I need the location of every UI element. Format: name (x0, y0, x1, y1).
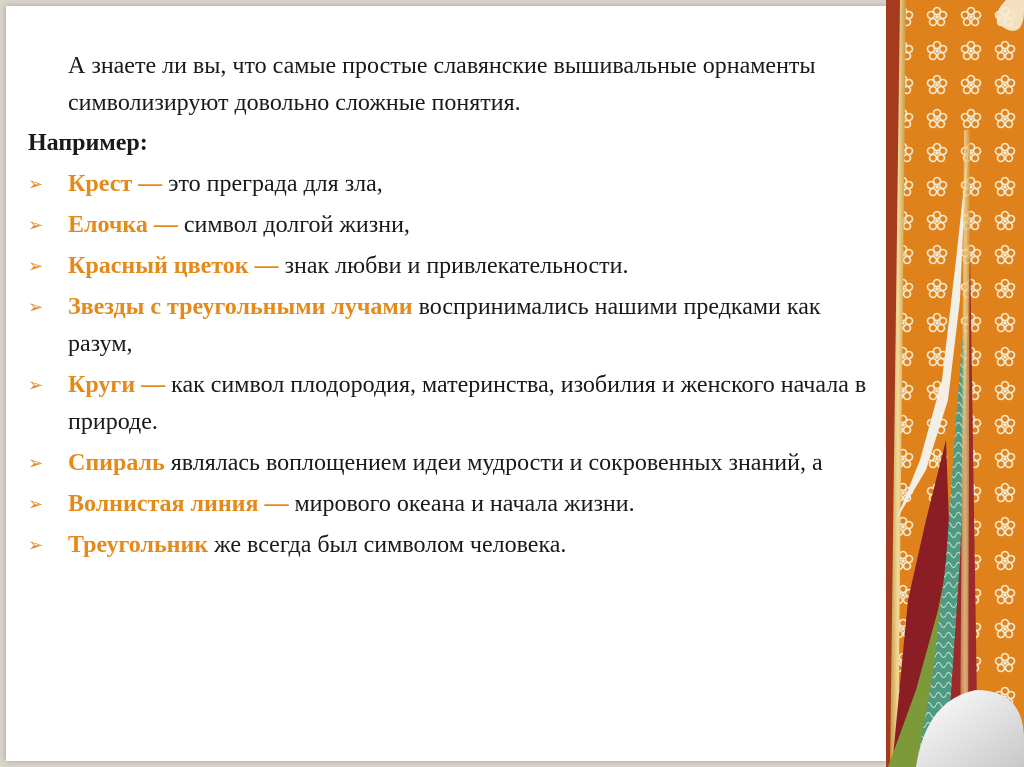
symbol-list (28, 166, 873, 564)
arrow-bullet-icon: ➢ (28, 494, 44, 515)
item-text: являлась воплощением идеи мудрости и сокровенных знаний, а (164, 450, 823, 476)
arrow-bullet-icon: ➢ (28, 215, 44, 236)
item-term: Елочка — (68, 212, 178, 238)
arrow-bullet-icon: ➢ (28, 297, 44, 318)
item-term: Волнистая линия — (68, 491, 289, 517)
example-heading: Например: (28, 130, 148, 156)
item-term: Крест — (68, 171, 163, 197)
item-term: Треугольник (68, 532, 209, 558)
item-text: воспринимались нашими предками как разум, (68, 294, 821, 357)
list-item (28, 289, 873, 363)
intro-paragraph: А знаете ли вы, что самые простые славянские вышивальные орнаменты символизируют довольно сложные понятия. (68, 53, 816, 116)
arrow-bullet-icon: ➢ (28, 375, 44, 396)
item-term: Спираль (68, 450, 165, 476)
list-item (28, 166, 873, 203)
list-item (28, 486, 873, 523)
item-text: знак любви и привлекательности. (278, 253, 629, 279)
arrow-bullet-icon: ➢ (28, 174, 44, 195)
item-text: как символ плодородия, материнства, изобилия и женского начала в природе. (68, 372, 867, 435)
list-item (28, 248, 873, 285)
list-item (28, 207, 873, 244)
ornament-decoration (886, 0, 1024, 767)
text-area (28, 48, 873, 568)
arrow-bullet-icon: ➢ (28, 256, 44, 277)
arrow-bullet-icon: ➢ (28, 535, 44, 556)
list-item (28, 445, 873, 482)
item-text: мирового океана и начала жизни. (288, 491, 635, 517)
list-item (28, 367, 873, 441)
list-item (28, 527, 873, 564)
item-text: же всегда был символом человека. (208, 532, 567, 558)
item-term: Красный цветок — (68, 253, 279, 279)
arrow-bullet-icon: ➢ (28, 453, 44, 474)
item-text: символ долгой жизни, (177, 212, 410, 238)
item-term: Звезды с треугольными лучами (68, 294, 413, 320)
item-text: это преграда для зла, (162, 171, 383, 197)
item-term: Круги — (68, 372, 166, 398)
